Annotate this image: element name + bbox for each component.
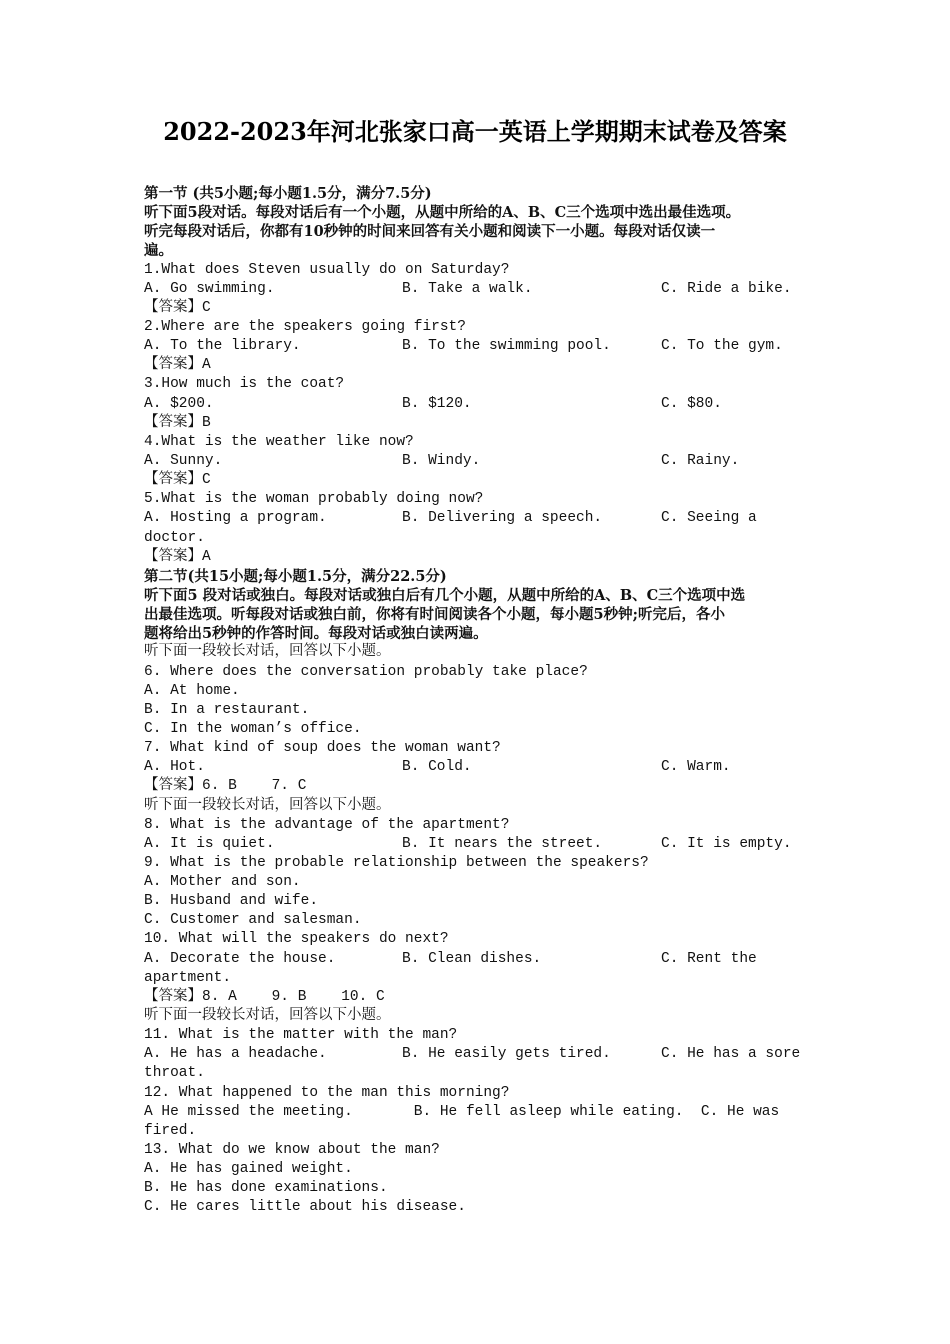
page-title: 2022-2023年河北张家口高一英语上学期期末试卷及答案 (163, 117, 787, 146)
question-12: 12. What happened to the man this morning? (144, 1084, 510, 1101)
option-c: C. In the woman’s office. (144, 720, 362, 737)
dialogue-intro: 听下面一段较长对话，回答以下小题。 (144, 1008, 391, 1025)
option-c: C. He cares little about his disease. (144, 1199, 466, 1216)
options-1 (144, 280, 814, 299)
answer-2: 【答案】A (144, 357, 211, 374)
section1-instruction-line: 听下面5段对话。每段对话后有一个小题，从题中所给的A、B、C三个选项中选出最佳选项。 (144, 204, 741, 222)
option-a: A. Hot. (144, 759, 205, 776)
option-b: B. Husband and wife. (144, 893, 319, 910)
option-c: C. Rainy. (661, 452, 740, 469)
section2-instruction-line: 题将给出5秒钟的作答时间。每段对话或独白读两遍。 (144, 625, 488, 643)
section2-instruction-line: 听下面5 段对话或独白。每段对话或独白后有几个小题，从题中所给的A、B、C三个选项中选 (144, 586, 746, 604)
option-b: B. Delivering a speech. (402, 510, 603, 527)
option-b: B. He has done examinations. (144, 1180, 388, 1197)
option-c: C. He has a sore (661, 1046, 801, 1063)
answer-6-7: 【答案】6. B 7. C (144, 778, 307, 795)
question-4: 4.What is the weather like now? (144, 433, 414, 450)
section1-instruction-line: 听完每段对话后，你都有10秒钟的时间来回答有关小题和阅读下一小题。每段对话仅读一 (144, 223, 716, 241)
options-12: A He missed the meeting. B. He fell asleep while eating. C. He was (144, 1103, 780, 1120)
section1-instruction-line: 遍。 (144, 242, 173, 260)
options-4 (144, 452, 814, 471)
option-b: B. To the swimming pool. (402, 338, 611, 355)
option-c: C. Customer and salesman. (144, 912, 362, 929)
options-8 (144, 835, 814, 854)
option-a: A. Decorate the house. (144, 950, 336, 967)
exam-body (144, 184, 814, 1218)
option-a: A. It is quiet. (144, 835, 275, 852)
option-b: B. Cold. (402, 759, 472, 776)
option-b: B. It nears the street. (402, 835, 603, 852)
answer-4: 【答案】C (144, 472, 211, 489)
option-a: A. Go swimming. (144, 280, 275, 297)
options-3 (144, 395, 814, 414)
question-9: 9. What is the probable relationship between the speakers? (144, 854, 649, 871)
option-c-continuation: fired. (144, 1122, 197, 1139)
options-5 (144, 509, 814, 528)
option-c: C. Rent the (661, 950, 757, 967)
section2-heading: 第二节(共15小题;每小题1.5分，满分22.5分) (144, 567, 447, 585)
option-a: A. Sunny. (144, 452, 223, 469)
option-c-continuation: throat. (144, 1065, 205, 1082)
option-b: B. In a restaurant. (144, 701, 310, 718)
question-7: 7. What kind of soup does the woman want? (144, 740, 501, 757)
option-a: A. At home. (144, 682, 240, 699)
option-b: B. $120. (402, 395, 472, 412)
question-8: 8. What is the advantage of the apartment? (144, 816, 510, 833)
option-c: C. Warm. (661, 759, 731, 776)
options-11 (144, 1045, 814, 1064)
options-10 (144, 950, 814, 969)
option-b: B. Take a walk. (402, 280, 533, 297)
option-a: A. $200. (144, 395, 214, 412)
option-c: C. Seeing a (661, 510, 757, 527)
question-6: 6. Where does the conversation probably take place? (144, 663, 588, 680)
option-a: A. He has gained weight. (144, 1161, 353, 1178)
option-c-continuation: apartment. (144, 969, 232, 986)
options-7 (144, 758, 814, 777)
option-c: C. $80. (661, 395, 722, 412)
option-c: C. It is empty. (661, 835, 792, 852)
question-13: 13. What do we know about the man? (144, 1142, 440, 1159)
option-a: A. He has a headache. (144, 1046, 327, 1063)
section1-heading: 第一节 (共5小题;每小题1.5分，满分7.5分) (144, 185, 432, 202)
answer-8-10: 【答案】8. A 9. B 10. C (144, 988, 385, 1005)
option-a: A. To the library. (144, 338, 301, 355)
option-a: A. Hosting a program. (144, 510, 327, 527)
question-3: 3.How much is the coat? (144, 376, 345, 393)
option-c: C. Ride a bike. (661, 280, 792, 297)
question-11: 11. What is the matter with the man? (144, 1027, 458, 1044)
options-2 (144, 337, 814, 356)
answer-3: 【答案】B (144, 414, 211, 431)
answer-1: 【答案】C (144, 299, 211, 316)
option-b: B. Clean dishes. (402, 950, 542, 967)
question-5: 5.What is the woman probably doing now? (144, 491, 484, 508)
answer-5: 【答案】A (144, 548, 211, 565)
dialogue-intro: 听下面一段较长对话，回答以下小题。 (144, 644, 391, 661)
option-c: C. To the gym. (661, 338, 783, 355)
section2-instruction-line: 出最佳选项。听每段对话或独白前，你将有时间阅读各个小题，每小题5秒钟;听完后，各小 (144, 606, 725, 624)
question-2: 2.Where are the speakers going first? (144, 318, 466, 335)
option-b: B. Windy. (402, 452, 481, 469)
question-1: 1.What does Steven usually do on Saturday? (144, 261, 510, 278)
option-a: A. Mother and son. (144, 874, 301, 891)
option-b: B. He easily gets tired. (402, 1046, 611, 1063)
option-c-continuation: doctor. (144, 529, 205, 546)
dialogue-intro: 听下面一段较长对话，回答以下小题。 (144, 797, 391, 814)
question-10: 10. What will the speakers do next? (144, 931, 449, 948)
